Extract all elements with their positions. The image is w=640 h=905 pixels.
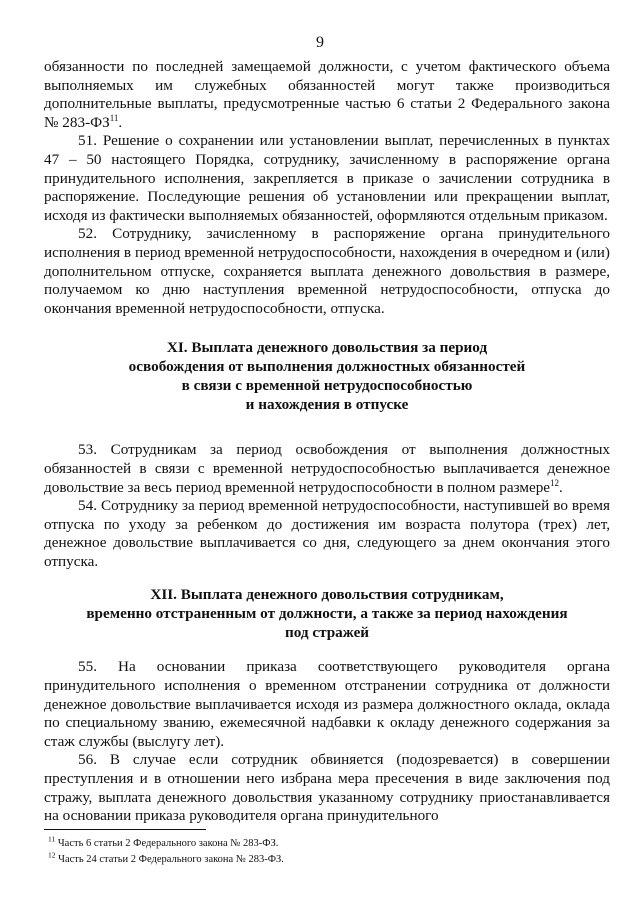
paragraph-end: . (118, 113, 123, 131)
paragraph-53 (44, 441, 610, 497)
section-xii-heading (44, 585, 610, 642)
paragraph-51: 51. Решение о сохранении или установлении выплат, перечисленных в пунктах 47 – 50 настоящего Порядка, сотруднику, зачисленному в распоряжение органа принудительного исполнения, закрепляется в приказе о зачислении сотрудника в распоряжение. Последующие решения об установлении или прекращении выплат, исходя из фактически выполняемых обязанностей, оформляются отдельным приказом. (44, 132, 610, 224)
footnote-text: Часть 24 статьи 2 Федерального закона № 283-ФЗ. (58, 854, 284, 865)
footnote-number: 11 (48, 834, 56, 844)
document-body (44, 58, 610, 826)
footnote-11 (48, 836, 608, 852)
footnote-ref-11[interactable]: 11 (109, 112, 119, 123)
paragraph-text: 53. Сотрудникам за период освобождения от выполнения должностных обязанностей в связи с временной нетрудоспособностью выплачивается денежное довольствие за весь период временной нетрудоспособности в полном размере (44, 441, 610, 496)
heading-line: под стражей (284, 624, 370, 642)
paragraph-56: 56. В случае если сотрудник обвиняется (подозревается) в совершении преступления и в отношении него избрана мера пресечения в виде заключения под стражу, выплата денежного довольствия указанному сотруднику приостанавливается на основании приказа руководителя органа принудительного (44, 751, 610, 825)
footnote-12 (48, 852, 608, 868)
paragraph-55: 55. На основании приказа соответствующего руководителя органа принудительного исполнения о временном отстранении сотрудника от должности денежное довольствие выплачивается исходя из размера должностного оклада, оклада по специальному званию, ежемесячной надбавки к окладу денежного содержания за стаж службы (выслугу лет). (44, 658, 610, 750)
heading-line: и нахождения в отпуске (245, 396, 409, 414)
paragraph-54: 54. Сотруднику за период временной нетрудоспособности, наступившей во время отпуска по уходу за ребенком до достижения им возраста полутора (трех) лет, денежное довольствие выплачивается со дня, следующего за днем окончания этого отпуска. (44, 497, 610, 570)
footnote-number: 12 (48, 850, 56, 860)
heading-line: в связи с временной нетрудоспособностью (181, 377, 473, 395)
footnote-text: Часть 6 статьи 2 Федерального закона № 283-ФЗ. (57, 838, 279, 849)
paragraph-50-continuation (44, 58, 610, 132)
heading-line: освобождения от выполнения должностных обязанностей (128, 358, 526, 376)
paragraph-end: . (559, 478, 563, 496)
paragraph-52: 52. Сотруднику, зачисленному в распоряжение органа принудительного исполнения в период временной нетрудоспособности, нахождения в очередном и (или) дополнительном отпуске, сохраняется выплата денежного довольствия в размере, получаемом ко дню наступления временной нетрудоспособности, отпуска до окончания временной нетрудоспособности, отпуска. (44, 225, 610, 317)
page-number: 9 (316, 34, 324, 51)
footnote-divider (44, 829, 206, 830)
section-xi-heading (44, 338, 610, 414)
footnote-ref-12[interactable]: 12 (550, 477, 560, 488)
footnotes (48, 836, 608, 868)
paragraph-text: обязанности по последней замещаемой должности, с учетом фактического объема выполняемых им служебных обязанностей могут также производиться дополнительные выплаты, предусмотренные частью 6 статьи 2 Федерального закона № 283-ФЗ (44, 58, 610, 131)
heading-line: XI. Выплата денежного довольствия за период (166, 339, 488, 357)
heading-line: XII. Выплата денежного довольствия сотрудникам, (150, 586, 504, 604)
heading-line: временно отстраненным от должности, а также за период нахождения (86, 605, 568, 623)
